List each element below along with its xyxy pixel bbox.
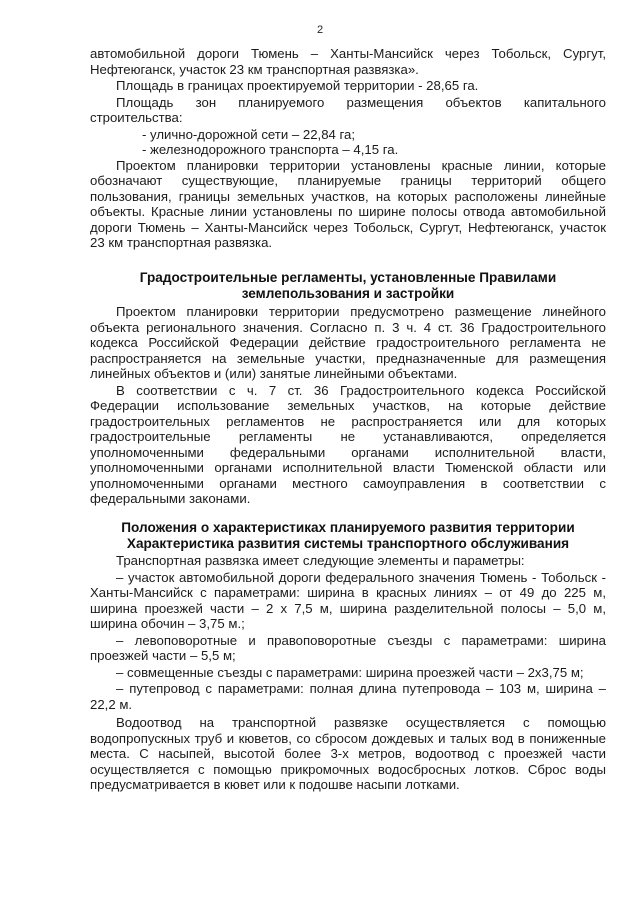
- section-heading: Характеристика развития системы транспортного обслуживания: [126, 536, 570, 551]
- continued-paragraph: автомобильной дороги Тюмень – Ханты-Мансийск через Тобольск, Сургут, Нефтеюганск, участок 23 км транспортная развязка».: [90, 46, 606, 77]
- transport-intro: Транспортная развязка имеет следующие элементы и параметры:: [116, 553, 525, 568]
- regulations-paragraph-1: Проектом планировки территории предусмотрено размещение линейного объекта регионального значения. Согласно п. 3 ч. 4 ст. 36 Градостроительного кодекса Российской Федерации действие градостроительного регламента не распространяется на земельные участки, предназначенные для размещения линейных объектов и (или) занятые линейными объектами.: [90, 304, 606, 381]
- section-heading: Градостроительные регламенты, установленные Правилами: [139, 270, 557, 285]
- transport-item: – левоповоротные и правоповоротные съезды с параметрами: ширина проезжей части – 5,5 м;: [90, 632, 606, 663]
- top-block: [90, 46, 606, 252]
- section-heading: землепользования и застройки: [241, 286, 455, 301]
- section-regulations: [90, 270, 606, 508]
- area-total: Площадь в границах проектируемой территории - 28,65 га.: [116, 78, 479, 93]
- drainage-paragraph: Водоотвод на транспортной развязке осуществляется с помощью водопропускных труб и кюветов, со сбросом дождевых и талых вод в пониженные места. С насыпей, высотой более 3-х метров, водоотвод с проезжей части осуществляется с помощью прикромочных водосбросных лотков. Сброс воды предусматривается в кювет или к подошве насыпи лотками.: [90, 715, 606, 792]
- section-transport: [90, 520, 606, 794]
- zone-item: - улично-дорожной сети – 22,84 га;: [142, 126, 356, 142]
- section-heading: Положения о характеристиках планируемого развития территории: [121, 520, 575, 535]
- regulations-paragraph-2: В соответствии с ч. 7 ст. 36 Градостроительного кодекса Российской Федерации использование земельных участков, на которые действие градостроительных регламентов не распространяется или для которых градостроительные регламенты не устанавливаются, определяется уполномоченными федеральными органами исполнительной власти, уполномоченными органами исполнительной власти Тюменской области или уполномоченными органами местного самоуправления в соответствии с федеральными законами.: [90, 382, 606, 506]
- transport-item: – участок автомобильной дороги федерального значения Тюмень - Тобольск - Ханты-Мансийск с параметрами: ширина в красных линиях – от 49 до 225 м, ширина проезжей части – 2 х 7,5 м, ширина разделительной полосы – 5,0 м, ширина обочин – 3,75 м.;: [90, 569, 606, 631]
- transport-item: – совмещенные съезды с параметрами: ширина проезжей части – 2х3,75 м;: [116, 664, 584, 680]
- zone-item: - железнодорожного транспорта – 4,15 га.: [142, 142, 399, 157]
- red-lines-paragraph: Проектом планировки территории установлены красные линии, которые обозначают существующие, планируемые границы территорий общего пользования, границы земельных участков, на которых расположены линейные объекты. Красные линии установлены по ширине полосы отвода автомобильной дороги Тюмень – Ханты-Мансийск через Тобольск, Сургут, Нефтеюганск, участок 23 км транспортная развязка.: [90, 157, 606, 250]
- transport-item: – путепровод с параметрами: полная длина путепровода – 103 м, ширина – 22,2 м.: [90, 681, 606, 712]
- page-number: 2: [316, 24, 324, 36]
- area-zones: Площадь зон планируемого размещения объектов капитального строительства:: [90, 94, 606, 125]
